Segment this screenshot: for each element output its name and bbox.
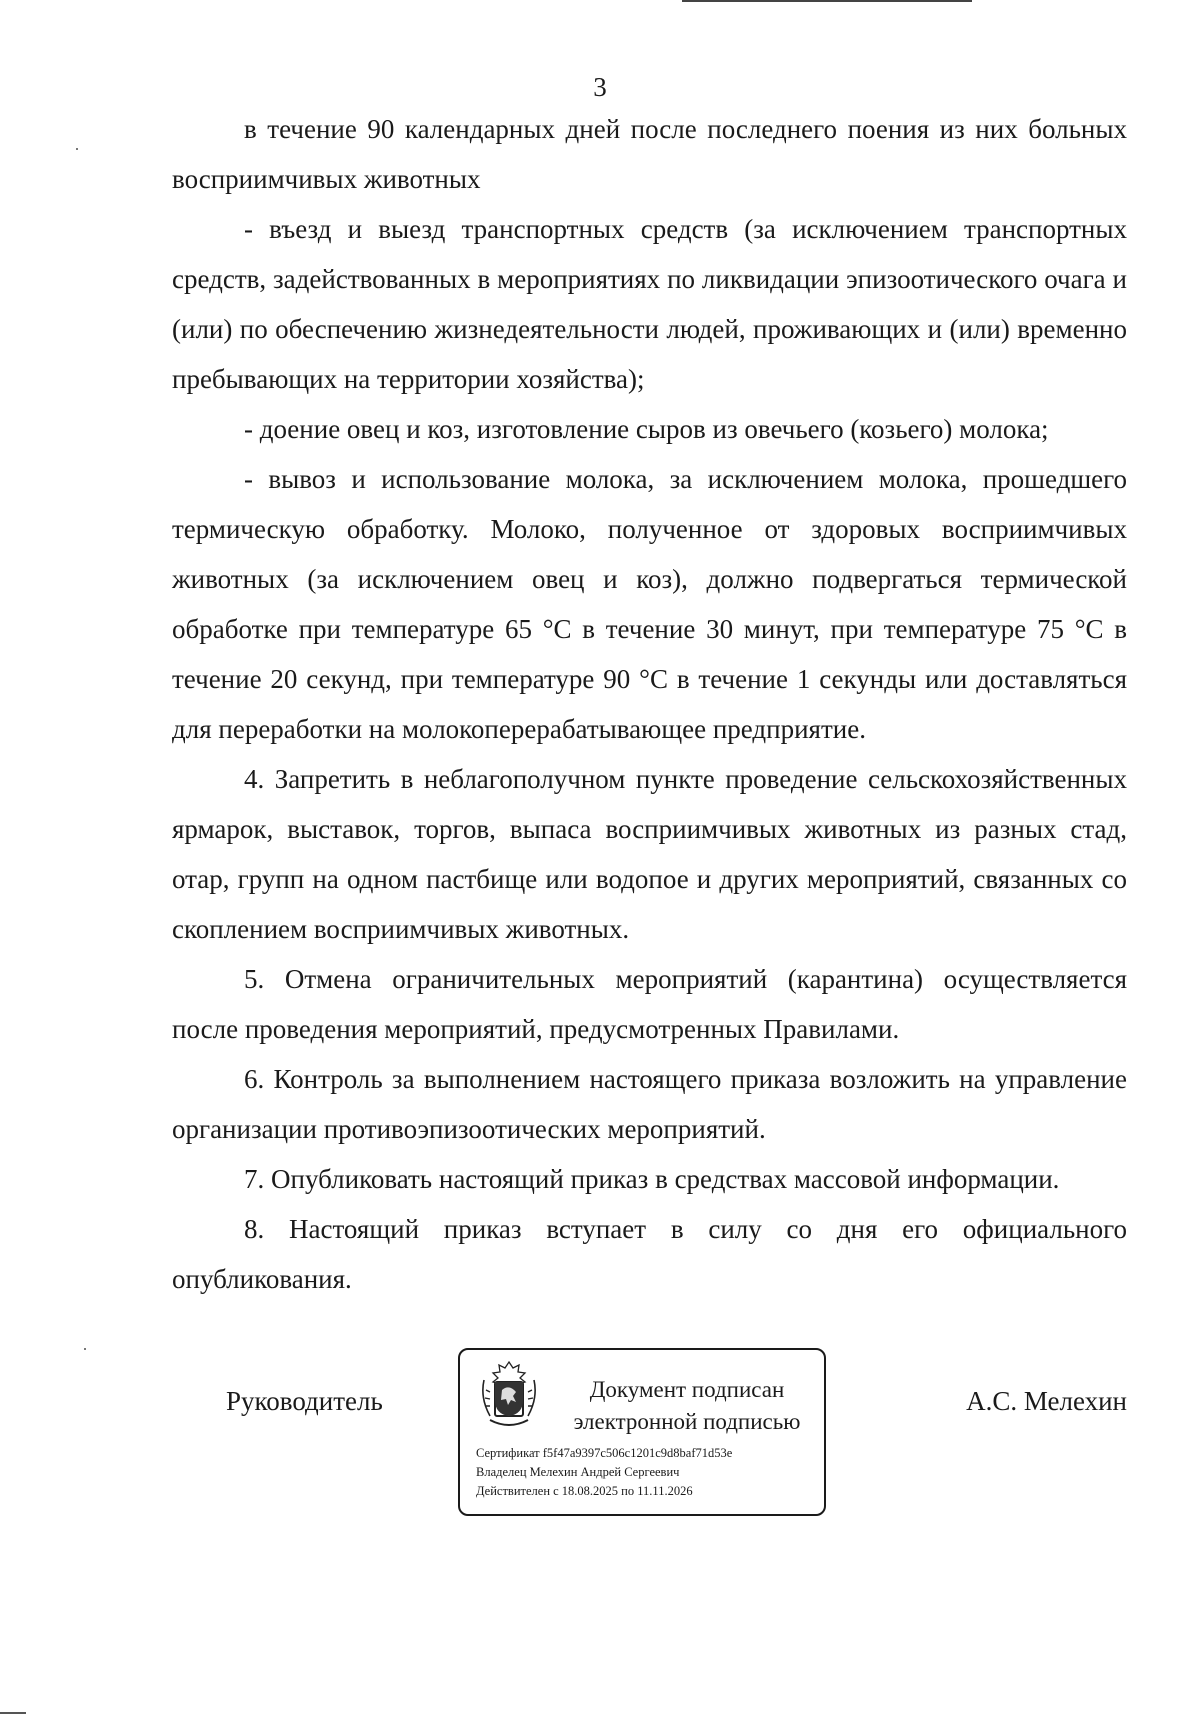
page-number: 3 <box>593 72 607 102</box>
paragraph-milking: - доение овец и коз, изготовление сыров из овечьего (козьего) молока; <box>244 414 1049 444</box>
paragraph-item-5: 5. Отмена ограничительных мероприятий (карантина) осуществляется после проведения мероприятий, предусмотренных Правилами. <box>172 964 1127 1044</box>
electronic-signature-stamp <box>458 1348 826 1516</box>
signature-block <box>172 1348 1127 1518</box>
stamp-owner: Владелец Мелехин Андрей Сергеевич <box>476 1465 680 1479</box>
stamp-title-line-2: электронной подписью <box>573 1409 801 1434</box>
stamp-title-line-1: Документ подписан <box>589 1377 785 1402</box>
stamp-title <box>556 1374 818 1438</box>
paragraph-item-7: 7. Опубликовать настоящий приказ в средствах массовой информации. <box>244 1164 1060 1194</box>
paragraph-item-4: 4. Запретить в неблагополучном пункте проведение сельскохозяйственных ярмарок, выставок, торгов, выпаса восприимчивых животных из разных стад, отар, групп на одном пастбище или водопое и других мероприятий, связанных со скоплением восприимчивых животных. <box>172 764 1127 944</box>
scan-dot <box>84 1348 86 1350</box>
signer-role: Руководитель <box>226 1386 383 1416</box>
stamp-certificate: Сертификат f5f47a9397c506c1201c9d8baf71d53e <box>476 1446 733 1460</box>
scan-dot <box>76 148 78 150</box>
paragraph-vehicle-entry: - въезд и выезд транспортных средств (за исключением транспортных средств, задействованных в мероприятиях по ликвидации эпизоотического очага и (или) по обеспечению жизнедеятельности людей, проживающих и (или) временно пребывающих на территории хозяйства); <box>172 214 1127 394</box>
coat-of-arms-icon <box>478 1360 540 1430</box>
scan-line <box>682 0 972 2</box>
stamp-details <box>476 1444 732 1501</box>
paragraph-continuation: в течение 90 календарных дней после последнего поения из них больных восприимчивых животных <box>172 114 1127 194</box>
stamp-validity: Действителен с 18.08.2025 по 11.11.2026 <box>476 1484 693 1498</box>
paragraph-milk-removal: - вывоз и использование молока, за исключением молока, прошедшего термическую обработку. Молоко, полученное от здоровых восприимчивых животных (за исключением овец и коз), должно подвергаться термической обработке при температуре 65 °С в течение 30 минут, при температуре 75 °С в течение 20 секунд, при температуре 90 °С в течение 1 секунды или доставляться для переработки на молокоперерабатывающее предприятие. <box>172 464 1127 744</box>
paragraph-item-8: 8. Настоящий приказ вступает в силу со дня его официального опубликования. <box>172 1214 1127 1294</box>
document-body <box>172 104 1127 1304</box>
scan-line <box>0 1712 26 1714</box>
paragraph-item-6: 6. Контроль за выполнением настоящего приказа возложить на управление организации противоэпизоотических мероприятий. <box>172 1064 1127 1144</box>
signer-name: А.С. Мелехин <box>966 1386 1127 1416</box>
